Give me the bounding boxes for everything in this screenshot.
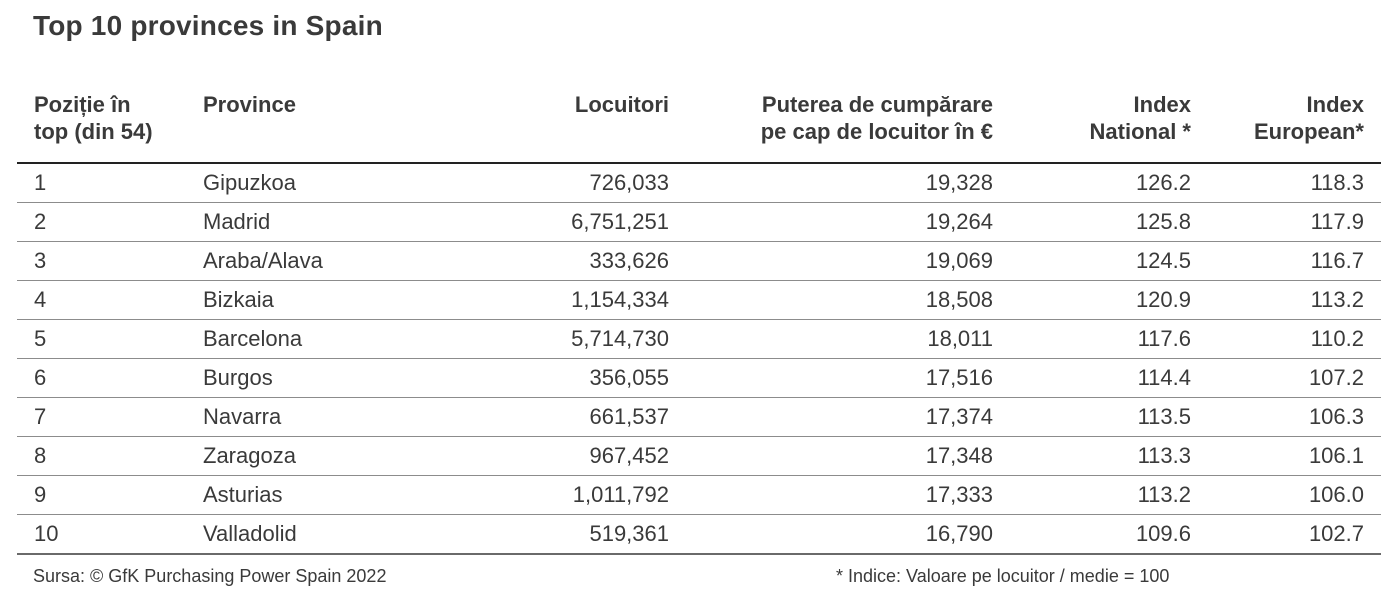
cell-province: Navarra	[186, 398, 396, 437]
column-header-index-national: Index National *	[1010, 88, 1208, 163]
cell-index-national: 126.2	[1010, 163, 1208, 203]
cell-index-european: 113.2	[1208, 281, 1381, 320]
cell-purchasing-power: 18,508	[686, 281, 1010, 320]
cell-inhabitants: 1,011,792	[396, 476, 686, 515]
column-header-purchasing-power: Puterea de cumpărare pe cap de locuitor în €	[686, 88, 1010, 163]
cell-inhabitants: 1,154,334	[396, 281, 686, 320]
source-note: Sursa: © GfK Purchasing Power Spain 2022	[33, 566, 387, 586]
cell-province: Valladolid	[186, 515, 396, 555]
cell-index-european: 117.9	[1208, 203, 1381, 242]
table-row	[17, 476, 1381, 515]
cell-index-national: 114.4	[1010, 359, 1208, 398]
table-row	[17, 359, 1381, 398]
cell-index-national: 125.8	[1010, 203, 1208, 242]
cell-purchasing-power: 18,011	[686, 320, 1010, 359]
cell-index-national: 120.9	[1010, 281, 1208, 320]
cell-index-national: 113.2	[1010, 476, 1208, 515]
cell-inhabitants: 726,033	[396, 163, 686, 203]
column-header-inhabitants: Locuitori	[396, 88, 686, 163]
cell-rank: 3	[17, 242, 186, 281]
province-table	[17, 88, 1381, 555]
cell-rank: 4	[17, 281, 186, 320]
table-row	[17, 515, 1381, 555]
cell-rank: 7	[17, 398, 186, 437]
cell-inhabitants: 333,626	[396, 242, 686, 281]
cell-rank: 6	[17, 359, 186, 398]
table-row	[17, 203, 1381, 242]
column-header-province: Province	[186, 88, 396, 163]
cell-index-national: 113.3	[1010, 437, 1208, 476]
table-row	[17, 320, 1381, 359]
table-row	[17, 242, 1381, 281]
cell-inhabitants: 5,714,730	[396, 320, 686, 359]
table-row	[17, 437, 1381, 476]
cell-index-european: 106.0	[1208, 476, 1381, 515]
cell-index-national: 113.5	[1010, 398, 1208, 437]
cell-rank: 9	[17, 476, 186, 515]
cell-purchasing-power: 19,069	[686, 242, 1010, 281]
table-row	[17, 163, 1381, 203]
cell-province: Araba/Alava	[186, 242, 396, 281]
column-header-rank: Poziție în top (din 54)	[17, 88, 186, 163]
table-row	[17, 281, 1381, 320]
header-row	[17, 88, 1381, 163]
cell-index-european: 106.1	[1208, 437, 1381, 476]
cell-index-european: 116.7	[1208, 242, 1381, 281]
cell-rank: 10	[17, 515, 186, 555]
table-body	[17, 163, 1381, 554]
cell-rank: 5	[17, 320, 186, 359]
cell-purchasing-power: 17,374	[686, 398, 1010, 437]
cell-index-european: 106.3	[1208, 398, 1381, 437]
cell-purchasing-power: 19,264	[686, 203, 1010, 242]
cell-index-national: 109.6	[1010, 515, 1208, 555]
table-row	[17, 398, 1381, 437]
cell-purchasing-power: 17,516	[686, 359, 1010, 398]
cell-province: Gipuzkoa	[186, 163, 396, 203]
cell-inhabitants: 967,452	[396, 437, 686, 476]
column-header-index-european: Index European*	[1208, 88, 1381, 163]
cell-province: Madrid	[186, 203, 396, 242]
cell-purchasing-power: 19,328	[686, 163, 1010, 203]
index-footnote: * Indice: Valoare pe locuitor / medie = 100	[836, 566, 1170, 586]
cell-inhabitants: 356,055	[396, 359, 686, 398]
cell-index-european: 107.2	[1208, 359, 1381, 398]
cell-province: Asturias	[186, 476, 396, 515]
cell-index-european: 110.2	[1208, 320, 1381, 359]
cell-purchasing-power: 16,790	[686, 515, 1010, 555]
cell-rank: 1	[17, 163, 186, 203]
cell-province: Bizkaia	[186, 281, 396, 320]
cell-inhabitants: 519,361	[396, 515, 686, 555]
cell-index-national: 117.6	[1010, 320, 1208, 359]
cell-index-european: 102.7	[1208, 515, 1381, 555]
cell-province: Barcelona	[186, 320, 396, 359]
cell-inhabitants: 661,537	[396, 398, 686, 437]
cell-inhabitants: 6,751,251	[396, 203, 686, 242]
chart-title: Top 10 provinces in Spain	[33, 10, 383, 41]
cell-purchasing-power: 17,333	[686, 476, 1010, 515]
cell-rank: 2	[17, 203, 186, 242]
cell-province: Burgos	[186, 359, 396, 398]
cell-index-national: 124.5	[1010, 242, 1208, 281]
cell-rank: 8	[17, 437, 186, 476]
cell-index-european: 118.3	[1208, 163, 1381, 203]
cell-purchasing-power: 17,348	[686, 437, 1010, 476]
cell-province: Zaragoza	[186, 437, 396, 476]
